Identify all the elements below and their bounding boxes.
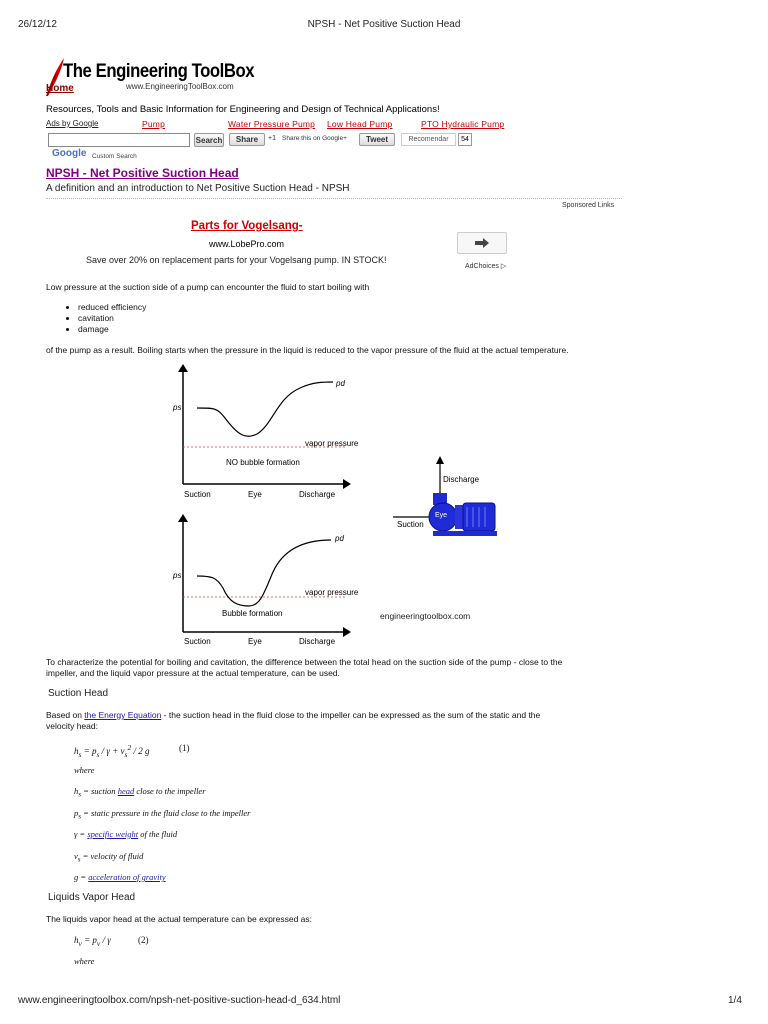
energy-equation-link[interactable]: the Energy Equation	[84, 710, 162, 720]
formula-2-number: (2)	[138, 935, 149, 945]
head-link[interactable]: head	[117, 786, 135, 796]
pump-illustration	[393, 455, 523, 545]
site-url: www.EngineeringToolBox.com	[126, 82, 234, 91]
x-axis-arrow	[343, 479, 351, 489]
pressure-curve	[197, 382, 333, 436]
effects-list	[78, 302, 146, 335]
site-tagline: Resources, Tools and Basic Information for Engineering and Design of Technical Applications!	[46, 104, 440, 115]
suction-label: Suction	[397, 520, 424, 529]
bubble-note: Bubble formation	[222, 609, 283, 618]
formula-1-expression: $h_s = p_s / \gamma + v_s^2 / 2$ g	[74, 743, 150, 759]
vapor-pressure-label: vapor pressure	[305, 588, 359, 597]
gamma-suffix: of the fluid	[138, 829, 178, 839]
def-gamma	[74, 829, 177, 839]
formula-1-number: (1)	[179, 743, 190, 753]
def-ps: $p_s$ = static pressure in the fluid close to the impeller	[74, 808, 251, 821]
ad-link-pump[interactable]: Pump	[142, 119, 166, 129]
list-item: • cavitation	[78, 313, 146, 324]
share-google-plus[interactable]: Share this on Google+	[282, 135, 347, 142]
ps-label: ps	[173, 571, 182, 580]
def-hs: $h_s$ = suction head close to the impeller	[74, 786, 206, 799]
g-prefix: g =	[74, 872, 89, 882]
ad-url[interactable]: www.LobePro.com	[209, 239, 285, 249]
characterize-line-2: impeller, and the liquid vapor pressure at the actual temperature, can be used.	[46, 668, 340, 678]
ps-label: ps	[173, 403, 182, 412]
x-label-discharge: Discharge	[299, 637, 336, 646]
def-g	[74, 872, 166, 882]
where-label: where	[74, 765, 95, 775]
diagram-credit: engineeringtoolbox.com	[380, 611, 471, 621]
vapor-head-heading: Liquids Vapor Head	[48, 892, 136, 903]
list-item: • reduced efficiency	[78, 302, 146, 313]
print-title: NPSH - Net Positive Suction Head	[307, 19, 461, 30]
pressure-graph-no-bubble	[165, 362, 360, 504]
list-item: • damage	[78, 324, 146, 335]
adchoices-icon: ▷	[500, 263, 507, 270]
pressure-graph-bubble	[165, 510, 360, 652]
x-label-eye: Eye	[248, 490, 262, 499]
ad-text: Save over 20% on replacement parts for your Vogelsang pump. IN STOCK!	[86, 255, 387, 265]
search-input[interactable]	[48, 133, 190, 147]
pump-coupling	[455, 505, 463, 529]
ads-by-google[interactable]: Ads by Google	[46, 119, 99, 128]
based-on-suffix: - the suction head in the fluid close to the impeller can be expressed as the sum of the static and the	[161, 710, 541, 720]
recommend-button[interactable]: Recomendar	[401, 133, 456, 146]
divider	[46, 198, 622, 199]
plus-one-count[interactable]: +1	[268, 135, 276, 142]
sponsored-links-label: Sponsored Links	[562, 202, 615, 209]
pump-base	[433, 531, 497, 536]
x-label-discharge: Discharge	[299, 490, 336, 499]
ad-headline[interactable]: Parts for Vogelsang-	[191, 220, 303, 232]
vapor-head-text: The liquids vapor head at the actual temperature can be expressed as:	[46, 914, 313, 924]
characterize-line-1: To characterize the potential for boiling and cavitation, the difference between the total head on the suction side of the pump - close to the	[46, 657, 563, 667]
energy-equation-text	[46, 710, 540, 721]
pd-label: pd	[336, 379, 345, 388]
def-vs: $v_s$ = velocity of fluid	[74, 851, 144, 864]
pd-label: pd	[335, 534, 344, 543]
x-label-eye: Eye	[248, 637, 262, 646]
google-logo: Google	[52, 148, 87, 159]
ad-link-low-head-pump[interactable]: Low Head Pump	[327, 119, 393, 129]
boiling-text: of the pump as a result. Boiling starts when the pressure in the liquid is reduced to the vapor pressure of the fluid at the actual temperature.	[46, 345, 569, 355]
y-axis-arrow	[178, 364, 188, 372]
discharge-arrowhead	[436, 456, 444, 464]
discharge-label: Discharge	[443, 475, 480, 484]
arrow-right-icon	[475, 238, 489, 248]
x-axis-arrow	[343, 627, 351, 637]
search-button[interactable]: Search	[194, 133, 224, 147]
eye-label: Eye	[435, 512, 448, 519]
print-url: www.engineeringtoolbox.com/npsh-net-positive-suction-head-d_634.html	[18, 995, 341, 1006]
gamma-prefix: γ =	[74, 829, 88, 839]
velocity-head-text: velocity head:	[46, 721, 98, 731]
suction-head-heading: Suction Head	[48, 688, 109, 699]
x-label-suction: Suction	[184, 637, 211, 646]
ad-link-water-pressure-pump[interactable]: Water Pressure Pump	[228, 119, 316, 129]
acceleration-of-gravity-link[interactable]: acceleration of gravity	[88, 872, 166, 882]
site-logo-text[interactable]: The Engineering ToolBox	[63, 61, 255, 82]
page-subtitle: A definition and an introduction to Net Positive Suction Head - NPSH	[46, 183, 350, 194]
formula-2: $h_v = p_v / \gamma$	[74, 935, 111, 948]
x-label-suction: Suction	[184, 490, 211, 499]
no-bubble-note: NO bubble formation	[226, 458, 300, 467]
based-on-prefix: Based on	[46, 710, 85, 720]
y-axis-arrow	[178, 514, 188, 522]
formula-1	[74, 743, 149, 759]
page-title[interactable]: NPSH - Net Positive Suction Head	[46, 166, 239, 180]
share-button[interactable]: Share	[229, 133, 265, 146]
adchoices-text: AdChoices	[465, 263, 499, 270]
ad-arrow-button[interactable]	[457, 232, 507, 254]
where-label-2: where	[74, 956, 95, 966]
custom-search-label: Custom Search	[92, 153, 137, 160]
home-link[interactable]: Home	[46, 83, 74, 94]
recommend-count: 54	[458, 133, 472, 146]
specific-weight-link[interactable]: specific weight	[87, 829, 139, 839]
adchoices-label[interactable]	[465, 262, 506, 270]
ad-link-pto-hydraulic-pump[interactable]: PTO Hydraulic Pump	[421, 119, 505, 129]
print-page-number: 1/4	[728, 995, 742, 1006]
vapor-pressure-label: vapor pressure	[305, 439, 359, 448]
print-date: 26/12/12	[18, 19, 57, 30]
intro-text: Low pressure at the suction side of a pump can encounter the fluid to start boiling with	[46, 282, 370, 292]
tweet-button[interactable]: Tweet	[359, 133, 395, 146]
